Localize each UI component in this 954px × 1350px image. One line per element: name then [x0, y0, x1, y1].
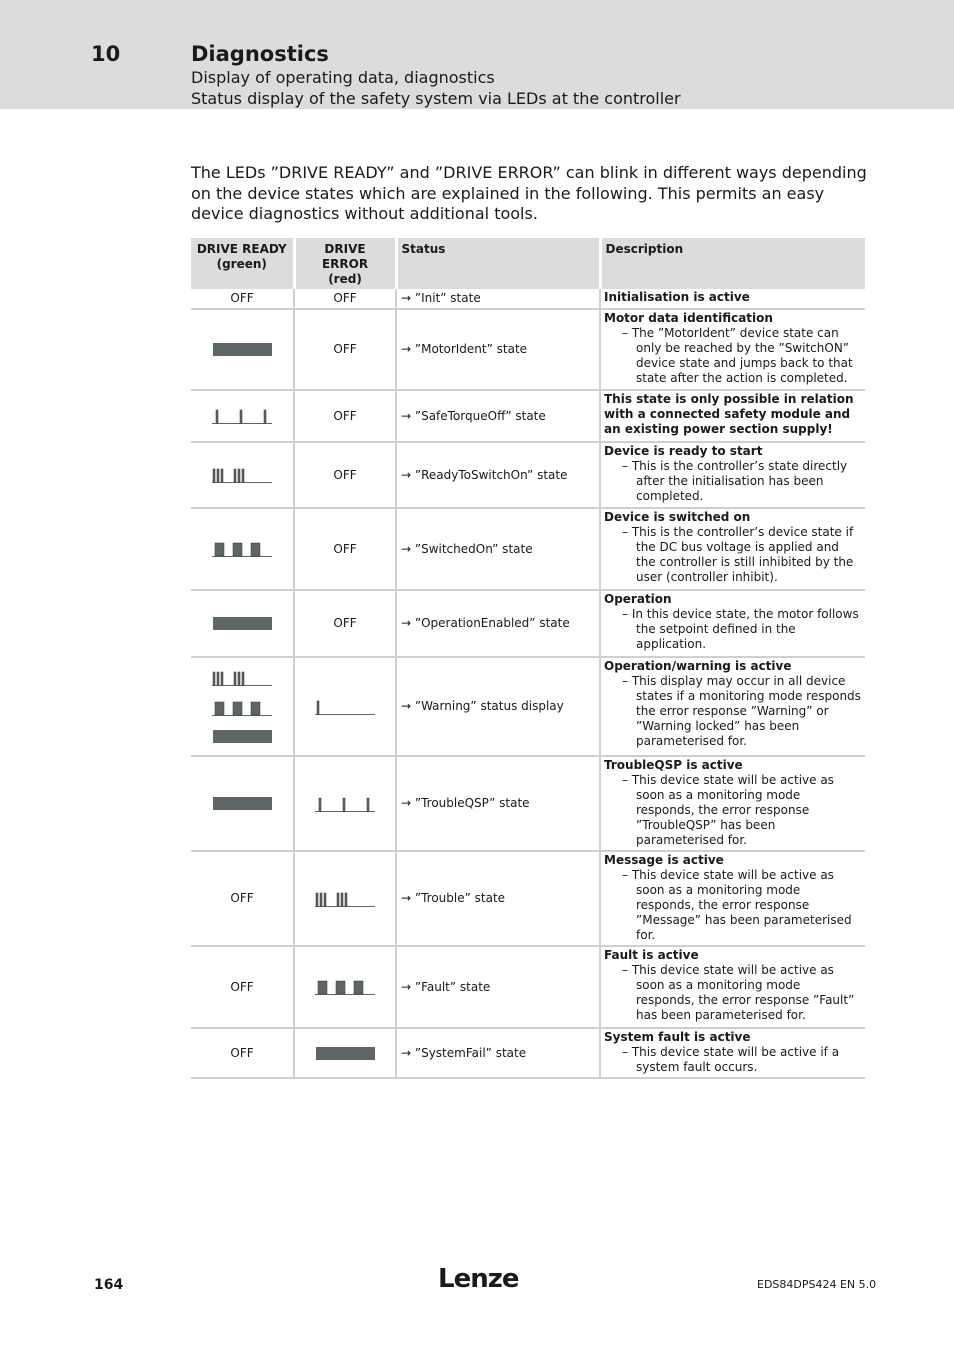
- drive-error-blink-pattern: [315, 979, 375, 995]
- cell-drive-ready: [191, 851, 294, 946]
- cell-drive-error: [294, 590, 396, 657]
- description-text: – This is the controller’s state directly after the initialisation has been completed.: [622, 459, 848, 503]
- header-drive-error-label: DRIVE ERROR: [321, 242, 369, 271]
- cell-drive-error: [294, 1028, 396, 1078]
- cell-drive-error: [294, 289, 396, 309]
- chapter-title: Diagnostics: [191, 42, 329, 66]
- drive-ready-value: OFF: [230, 979, 254, 994]
- description-title: Operation/warning is active: [604, 659, 792, 673]
- description-text: – This device state will be active as soon as a monitoring mode responds, the error response ”Fault” has been parameterised for.: [622, 963, 855, 1022]
- cell-drive-ready: [191, 590, 294, 657]
- table-body: [191, 289, 865, 1078]
- cell-status: → ”Trouble” state: [396, 851, 600, 946]
- table-row: [191, 289, 865, 309]
- intro-paragraph: The LEDs ”DRIVE READY” and ”DRIVE ERROR” can blink in different ways depending on the device states which are explained in the following. This permits an easy device diagnostics without additional tools.: [191, 163, 867, 223]
- cell-drive-error: [294, 756, 396, 851]
- led-status-table: [191, 238, 865, 1079]
- description-text: – This display may occur in all device states if a monitoring mode responds the error response ”Warning” or ”Warning locked” has been parameterised for.: [622, 674, 861, 748]
- cell-description: [600, 657, 865, 756]
- cell-description: [600, 442, 865, 508]
- drive-ready-value: OFF: [230, 1045, 254, 1060]
- header-drive-ready-color: (green): [216, 257, 267, 271]
- table-row: [191, 657, 865, 756]
- drive-error-value: OFF: [333, 342, 357, 356]
- drive-error-value: OFF: [333, 408, 357, 423]
- cell-drive-error: [294, 851, 396, 946]
- description-title: System fault is active: [604, 1030, 751, 1044]
- table-row: [191, 756, 865, 851]
- cell-description: [600, 390, 865, 442]
- drive-ready-solid-bar: [213, 797, 272, 810]
- description-text: – In this device state, the motor follows the setpoint defined in the application.: [622, 607, 859, 651]
- drive-ready-blink-pattern: [212, 408, 272, 424]
- table-row: [191, 508, 865, 590]
- drive-ready-blink-pattern: [212, 700, 272, 716]
- cell-description: [600, 851, 865, 946]
- drive-ready-solid-bar: [213, 730, 272, 743]
- cell-status: → ”MotorIdent” state: [396, 309, 600, 390]
- drive-error-value: OFF: [333, 467, 357, 482]
- header-description: Description: [600, 238, 865, 289]
- table-header-row: [191, 238, 865, 289]
- cell-description: [600, 756, 865, 851]
- cell-description: [600, 289, 865, 309]
- cell-drive-ready: [191, 657, 294, 756]
- drive-ready-solid-bar: [213, 617, 272, 630]
- description-title: This state is only possible in relation with a connected safety module and an existing power section supply!: [604, 392, 854, 436]
- table-row: [191, 590, 865, 657]
- drive-error-value: OFF: [333, 291, 357, 305]
- header-drive-error-color: (red): [328, 272, 362, 286]
- description-title: Message is active: [604, 853, 724, 867]
- lenze-logo: Lenze: [438, 1264, 519, 1294]
- drive-ready-value: OFF: [230, 891, 254, 905]
- cell-description: [600, 309, 865, 390]
- cell-description: [600, 590, 865, 657]
- description-text: – This is the controller’s device state if the DC bus voltage is applied and the controller is still inhibited by the user (controller inhibit).: [622, 525, 854, 584]
- header-drive-ready: [191, 238, 294, 289]
- drive-ready-value: OFF: [230, 291, 254, 305]
- description-title: TroubleQSP is active: [604, 758, 743, 772]
- header-drive-ready-label: DRIVE READY: [196, 242, 287, 256]
- drive-ready-blink-pattern: [212, 670, 272, 686]
- cell-description: [600, 508, 865, 590]
- cell-status: → ”Warning” status display: [396, 657, 600, 756]
- cell-drive-ready: [191, 756, 294, 851]
- description-text: – This device state will be active as soon as a monitoring mode responds, the error response ”Message” has been parameterised for.: [622, 868, 852, 942]
- cell-status: → ”SafeTorqueOff” state: [396, 390, 600, 442]
- document-id: EDS84DPS424 EN 5.0: [757, 1278, 877, 1291]
- cell-status: → ”SwitchedOn” state: [396, 508, 600, 590]
- subtitle-2: Status display of the safety system via LEDs at the controller: [191, 89, 681, 108]
- description-title: Initialisation is active: [604, 290, 750, 304]
- cell-status: → ”SystemFail” state: [396, 1028, 600, 1078]
- drive-error-value: OFF: [333, 541, 357, 556]
- cell-drive-ready: [191, 309, 294, 390]
- drive-error-value: OFF: [333, 616, 357, 630]
- cell-drive-ready: [191, 442, 294, 508]
- cell-description: [600, 946, 865, 1028]
- cell-status: → ”Fault” state: [396, 946, 600, 1028]
- drive-error-solid-bar: [316, 1047, 375, 1060]
- cell-drive-ready: [191, 390, 294, 442]
- header-status: Status: [396, 238, 600, 289]
- cell-drive-error: [294, 390, 396, 442]
- cell-description: [600, 1028, 865, 1078]
- drive-ready-solid-bar: [213, 343, 272, 356]
- cell-drive-ready: [191, 1028, 294, 1078]
- cell-drive-ready: [191, 508, 294, 590]
- drive-error-blink-pattern: [315, 699, 375, 715]
- table-row: [191, 851, 865, 946]
- description-title: Device is ready to start: [604, 444, 763, 458]
- cell-drive-error: [294, 657, 396, 756]
- cell-status: → ”ReadyToSwitchOn” state: [396, 442, 600, 508]
- table-row: [191, 946, 865, 1028]
- table-row: [191, 390, 865, 442]
- table-row: [191, 442, 865, 508]
- description-title: Motor data identification: [604, 311, 773, 325]
- cell-status: → ”TroubleQSP” state: [396, 756, 600, 851]
- description-text: – This device state will be active if a system fault occurs.: [622, 1045, 840, 1074]
- description-text: – The ”MotorIdent” device state can only be reached by the ”SwitchON” device state and jumps back to that state after the action is completed.: [622, 326, 853, 385]
- drive-error-blink-pattern: [315, 891, 375, 907]
- cell-drive-error: [294, 442, 396, 508]
- cell-drive-ready: [191, 289, 294, 309]
- cell-drive-error: [294, 946, 396, 1028]
- drive-ready-blink-pattern: [212, 541, 272, 557]
- cell-drive-error: [294, 508, 396, 590]
- page-number: 164: [94, 1277, 124, 1293]
- header-drive-error: [294, 238, 396, 289]
- description-title: Fault is active: [604, 948, 699, 962]
- drive-ready-blink-pattern: [212, 467, 272, 483]
- description-title: Device is switched on: [604, 510, 751, 524]
- description-text: – This device state will be active as soon as a monitoring mode responds, the error response ”TroubleQSP” has been parameterised for.: [622, 773, 834, 847]
- description-title: Operation: [604, 592, 672, 606]
- chapter-number: 10: [91, 42, 121, 66]
- table-row: [191, 309, 865, 390]
- cell-status: → ”Init” state: [396, 289, 600, 309]
- cell-drive-error: [294, 309, 396, 390]
- drive-error-blink-pattern: [315, 796, 375, 812]
- cell-status: → ”OperationEnabled” state: [396, 590, 600, 657]
- table-row: [191, 1028, 865, 1078]
- cell-drive-ready: [191, 946, 294, 1028]
- subtitle-1: Display of operating data, diagnostics: [191, 68, 495, 87]
